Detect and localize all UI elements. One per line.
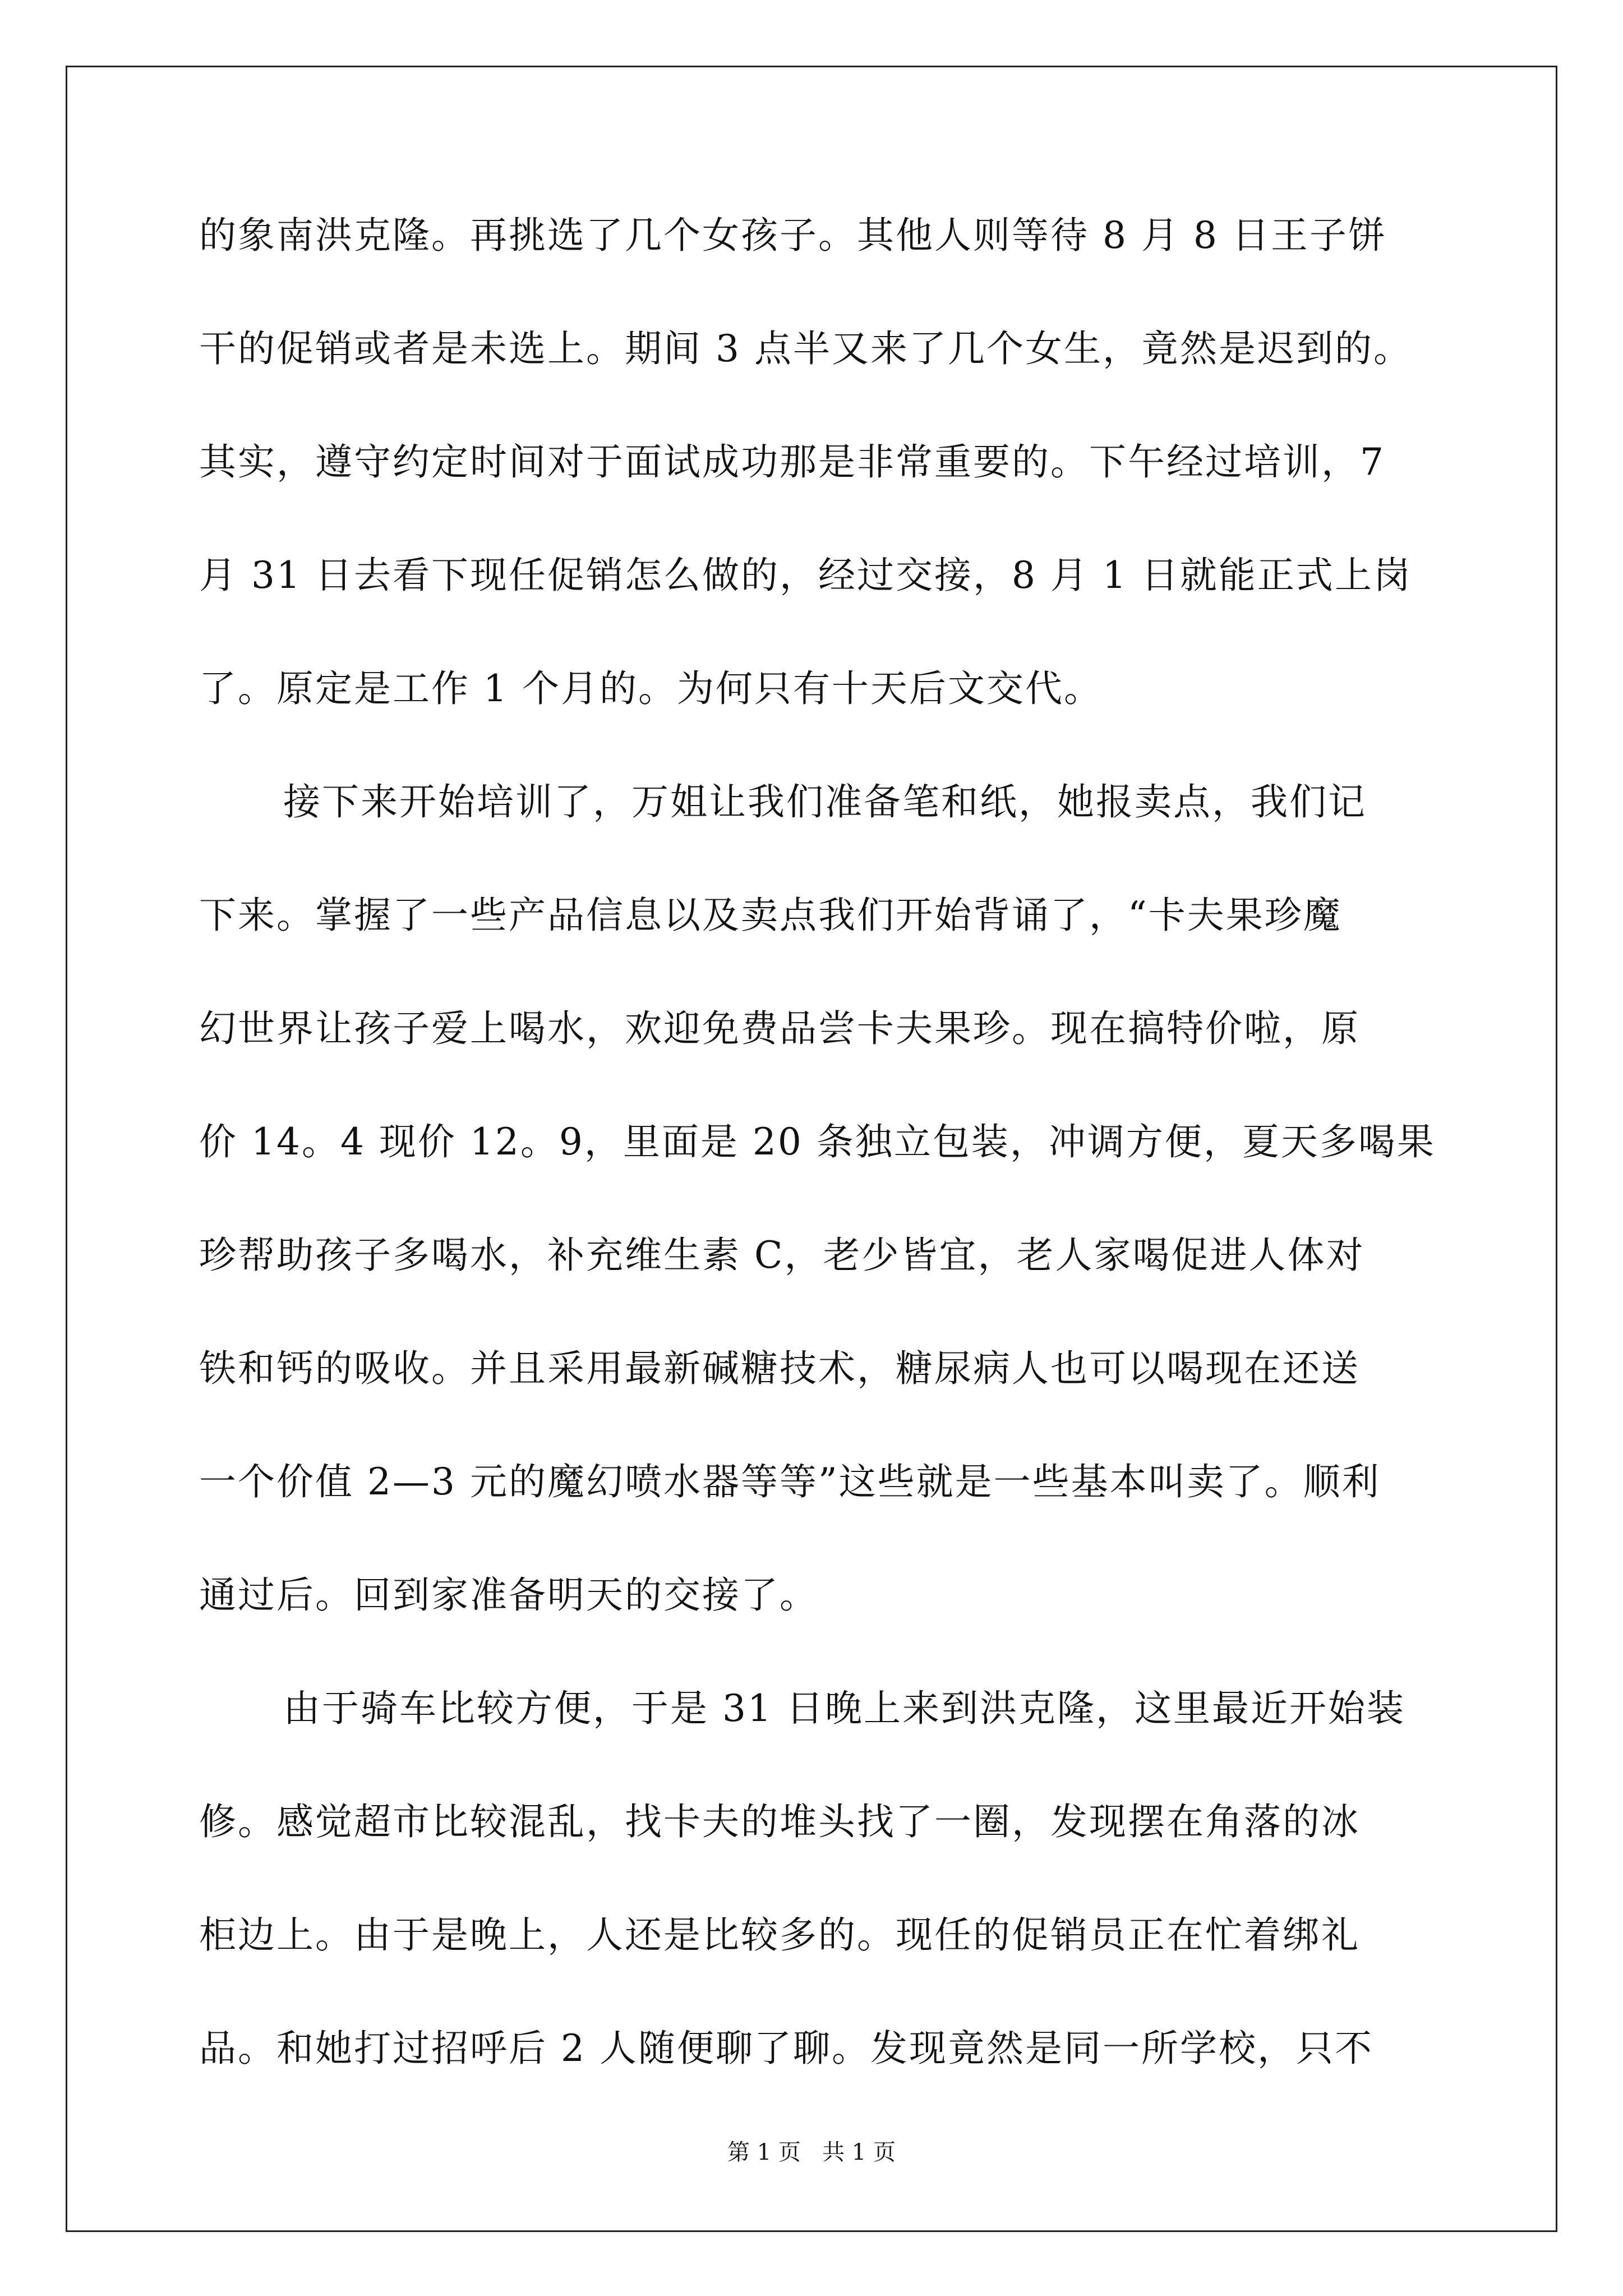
text-line: 铁和钙的吸收。并且采用最新碱糖技术，糖尿病人也可以喝现在还送 [199,1347,1360,1390]
text-line: 修。感觉超市比较混乱，找卡夫的堆头找了一圈，发现摆在角落的冰 [199,1800,1360,1843]
text-line: 的象南洪克隆。再挑选了几个女孩子。其他人则等待 8 月 8 日王子饼 [199,214,1387,257]
text-line: 幻世界让孩子爱上喝水，欢迎免费品尝卡夫果珍。现在搞特价啦，原 [199,1007,1360,1050]
page-number-footer: 第 1 页 共 1 页 [727,2139,896,2165]
text-line: 月 31 日去看下现任促销怎么做的，经过交接，8 月 1 日就能正式上岗 [199,554,1412,597]
text-line: 品。和她打过招呼后 2 人随便聊了聊。发现竟然是同一所学校，只不 [199,2027,1373,2070]
paragraph-first-line: 接下来开始培训了，万姐让我们准备笔和纸，她报卖点，我们记 [283,780,1367,823]
text-line: 价 14。4 现价 12。9，里面是 20 条独立包装，冲调方便，夏天多喝果 [199,1120,1436,1163]
text-line: 珍帮助孩子多喝水，补充维生素 C，老少皆宜，老人家喝促进人体对 [199,1234,1365,1277]
text-line: 通过后。回到家准备明天的交接了。 [199,1573,818,1617]
text-line: 干的促销或者是未选上。期间 3 点半又来了几个女生，竟然是迟到的。 [199,327,1412,370]
paragraph-first-line: 由于骑车比较方便，于是 31 日晚上来到洪克隆，这里最近开始装 [283,1687,1405,1730]
text-line: 了。原定是工作 1 个月的。为何只有十天后文交代。 [199,667,1103,710]
text-line: 下来。掌握了一些产品信息以及卖点我们开始背诵了，“卡夫果珍魔 [199,894,1342,937]
text-line: 柜边上。由于是晚上，人还是比较多的。现任的促销员正在忙着绑礼 [199,1913,1360,1957]
text-line: 其实，遵守约定时间对于面试成功那是非常重要的。下午经过培训，7 [199,440,1385,484]
text-line: 一个价值 2—3 元的魔幻喷水器等等”这些就是一些基本叫卖了。顺利 [199,1460,1381,1503]
